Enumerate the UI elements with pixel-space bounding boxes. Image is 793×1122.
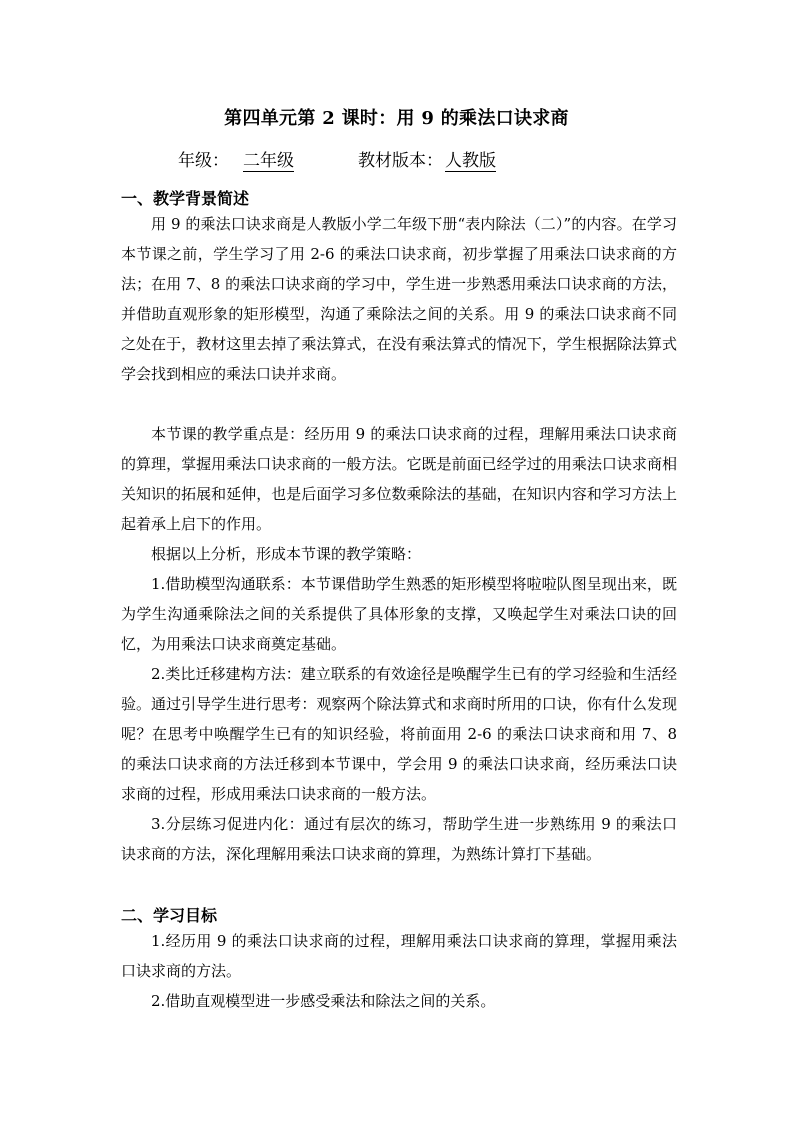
- section-heading-objectives: 二、学习目标: [121, 906, 218, 925]
- lesson-meta: [178, 146, 496, 172]
- section-heading-background: 一、教学背景简述: [121, 189, 250, 208]
- paragraph-objective-2: 2.借助直观模型进一步感受乘法和除法之间的关系。: [151, 992, 496, 1010]
- version-label: 教材版本：: [358, 151, 443, 171]
- paragraph-strategy-intro: 根据以上分析，形成本节课的教学策略：: [151, 545, 422, 563]
- paragraph-background-intro: 用 9 的乘法口诀求商是人教版小学二年级下册“表内除法（二）”的内容。在学习本节课之前，学生学习了用 2-6 的乘法口诀求商，初步掌握了用乘法口诀求商的方法；在用 7、8 的乘法口诀求商的学习中，学生进一步熟悉用乘法口诀求商的方法，并借助直观形象的矩形模型，沟通了乘除法之间的关系。用 9 的乘法口诀求商不同之处在于，教材这里去掉了乘法算式，在没有乘法算式的情况下，学生根据除法算式学会找到相应的乘法口诀并求商。: [121, 215, 677, 383]
- paragraph-strategy-2: 2.类比迁移建构方法：建立联系的有效途径是唤醒学生已有的学习经验和生活经验。通过引导学生进行思考：观察两个除法算式和求商时所用的口诀，你有什么发现呢？在思考中唤醒学生已有的知识经验，将前面用 2-6 的乘法口诀求商和用 7、8 的乘法口诀求商的方法迁移到本节课中，学会用 9 的乘法口诀求商，经历乘法口诀求商的过程，形成用乘法口诀求商的一般方法。: [121, 665, 677, 803]
- paragraph-strategy-1: 1.借助模型沟通联系：本节课借助学生熟悉的矩形模型将啦啦队图呈现出来，既为学生沟通乘除法之间的关系提供了具体形象的支撑，又唤起学生对乘法口诀的回忆，为用乘法口诀求商奠定基础。: [121, 575, 677, 653]
- grade-value: 二年级: [243, 151, 294, 171]
- document-title: 第四单元第 2 课时：用 9 的乘法口诀求商: [224, 108, 569, 129]
- paragraph-strategy-3: 3.分层练习促进内化：通过有层次的练习，帮助学生进一步熟练用 9 的乘法口诀求商的方法，深化理解用乘法口诀求商的算理，为熟练计算打下基础。: [121, 815, 677, 863]
- version-value: 人教版: [445, 151, 496, 171]
- grade-label: 年级：: [178, 151, 229, 171]
- paragraph-teaching-focus: 本节课的教学重点是：经历用 9 的乘法口诀求商的过程，理解用乘法口诀求商的算理，掌握用乘法口诀求商的一般方法。它既是前面已经学过的用乘法口诀求商相关知识的拓展和延伸，也是后面学习多位数乘除法的基础，在知识内容和学习方法上起着承上启下的作用。: [121, 425, 677, 533]
- paragraph-objective-1: 1.经历用 9 的乘法口诀求商的过程，理解用乘法口诀求商的算理，掌握用乘法口诀求商的方法。: [121, 932, 677, 980]
